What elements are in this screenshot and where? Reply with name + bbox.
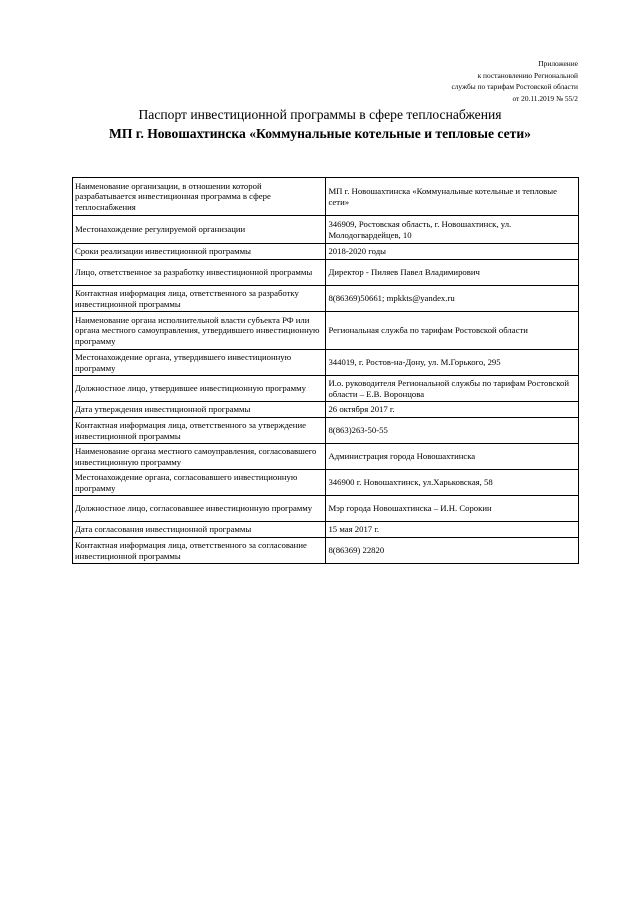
- row-label: Должностное лицо, утвердившее инвестиционную программу: [73, 376, 326, 402]
- row-value: Директор - Пиляев Павел Владимирович: [326, 260, 579, 286]
- appendix-line: Приложение: [538, 59, 578, 68]
- organization-title: МП г. Новошахтинска «Коммунальные котельные и тепловые сети»: [109, 126, 531, 141]
- table-row: [73, 402, 579, 418]
- table-row: [73, 216, 579, 244]
- row-value: И.о. руководителя Региональной службы по тарифам Ростовской области – Е.В. Воронцова: [326, 376, 579, 402]
- appendix-line: к постановлению Региональной: [477, 70, 578, 80]
- row-label: Контактная информация лица, ответственного за разработку инвестиционной программы: [73, 286, 326, 312]
- row-value: 346900 г. Новошахтинск, ул.Харьковская, 58: [326, 470, 579, 496]
- row-label: Должностное лицо, согласовавшее инвестиционную программу: [73, 496, 326, 522]
- row-value: 8(86369)50661; mpkkts@yandex.ru: [326, 286, 579, 312]
- table-row: [73, 496, 579, 522]
- table-row: [73, 178, 579, 216]
- row-label: Дата утверждения инвестиционной программы: [73, 402, 326, 418]
- table-row: [73, 260, 579, 286]
- row-value: Администрация города Новошахтинска: [326, 444, 579, 470]
- row-value: 8(86369) 22820: [326, 538, 579, 564]
- table-row: [73, 312, 579, 350]
- row-value: 8(863)263-50-55: [326, 418, 579, 444]
- row-label: Наименование органа исполнительной власти субъекта РФ или органа местного самоуправления, утвердившего инвестиционную программу: [73, 312, 326, 350]
- row-label: Контактная информация лица, ответственного за утверждение инвестиционной программы: [73, 418, 326, 444]
- appendix-line: от 20.11.2019 № 55/2: [512, 93, 578, 103]
- row-label: Дата согласования инвестиционной программы: [73, 522, 326, 538]
- row-value: Мэр города Новошахтинска – И.Н. Сорокин: [326, 496, 579, 522]
- row-label: Местонахождение органа, согласовавшего инвестиционную программу: [73, 470, 326, 496]
- row-label: Местонахождение органа, утвердившего инвестиционную программу: [73, 350, 326, 376]
- table-row: [73, 350, 579, 376]
- row-value: МП г. Новошахтинска «Коммунальные котельные и тепловые сети»: [326, 178, 579, 216]
- row-value: 346909, Ростовская область, г. Новошахтинск, ул. Молодогвардейцев, 10: [326, 216, 579, 244]
- row-label: Сроки реализации инвестиционной программы: [73, 244, 326, 260]
- row-label: Лицо, ответственное за разработку инвестиционной программы: [73, 260, 326, 286]
- row-value: 344019, г. Ростов-на-Дону, ул. М.Горького, 295: [326, 350, 579, 376]
- table-row: [73, 418, 579, 444]
- row-value: 2018-2020 годы: [326, 244, 579, 260]
- appendix-line: службы по тарифам Ростовской области: [451, 82, 578, 92]
- passport-table: [72, 177, 579, 564]
- table-row: [73, 444, 579, 470]
- row-value: 26 октября 2017 г.: [326, 402, 579, 418]
- row-value: Региональная служба по тарифам Ростовской области: [326, 312, 579, 350]
- table-row: [73, 522, 579, 538]
- table-row: [73, 538, 579, 564]
- row-label: Контактная информация лица, ответственного за согласование инвестиционной программы: [73, 538, 326, 564]
- table-row: [73, 244, 579, 260]
- row-label: Наименование организации, в отношении которой разрабатывается инвестиционная программа в сфере теплоснабжения: [73, 178, 326, 216]
- table-row: [73, 286, 579, 312]
- row-label: Наименование органа местного самоуправления, согласовавшего инвестиционную программу: [73, 444, 326, 470]
- row-value: 15 мая 2017 г.: [326, 522, 579, 538]
- table-row: [73, 470, 579, 496]
- appendix-note: [451, 58, 578, 104]
- row-label: Местонахождение регулируемой организации: [73, 216, 326, 244]
- table-row: [73, 376, 579, 402]
- document-title: Паспорт инвестиционной программы в сфере теплоснабжения: [138, 107, 502, 122]
